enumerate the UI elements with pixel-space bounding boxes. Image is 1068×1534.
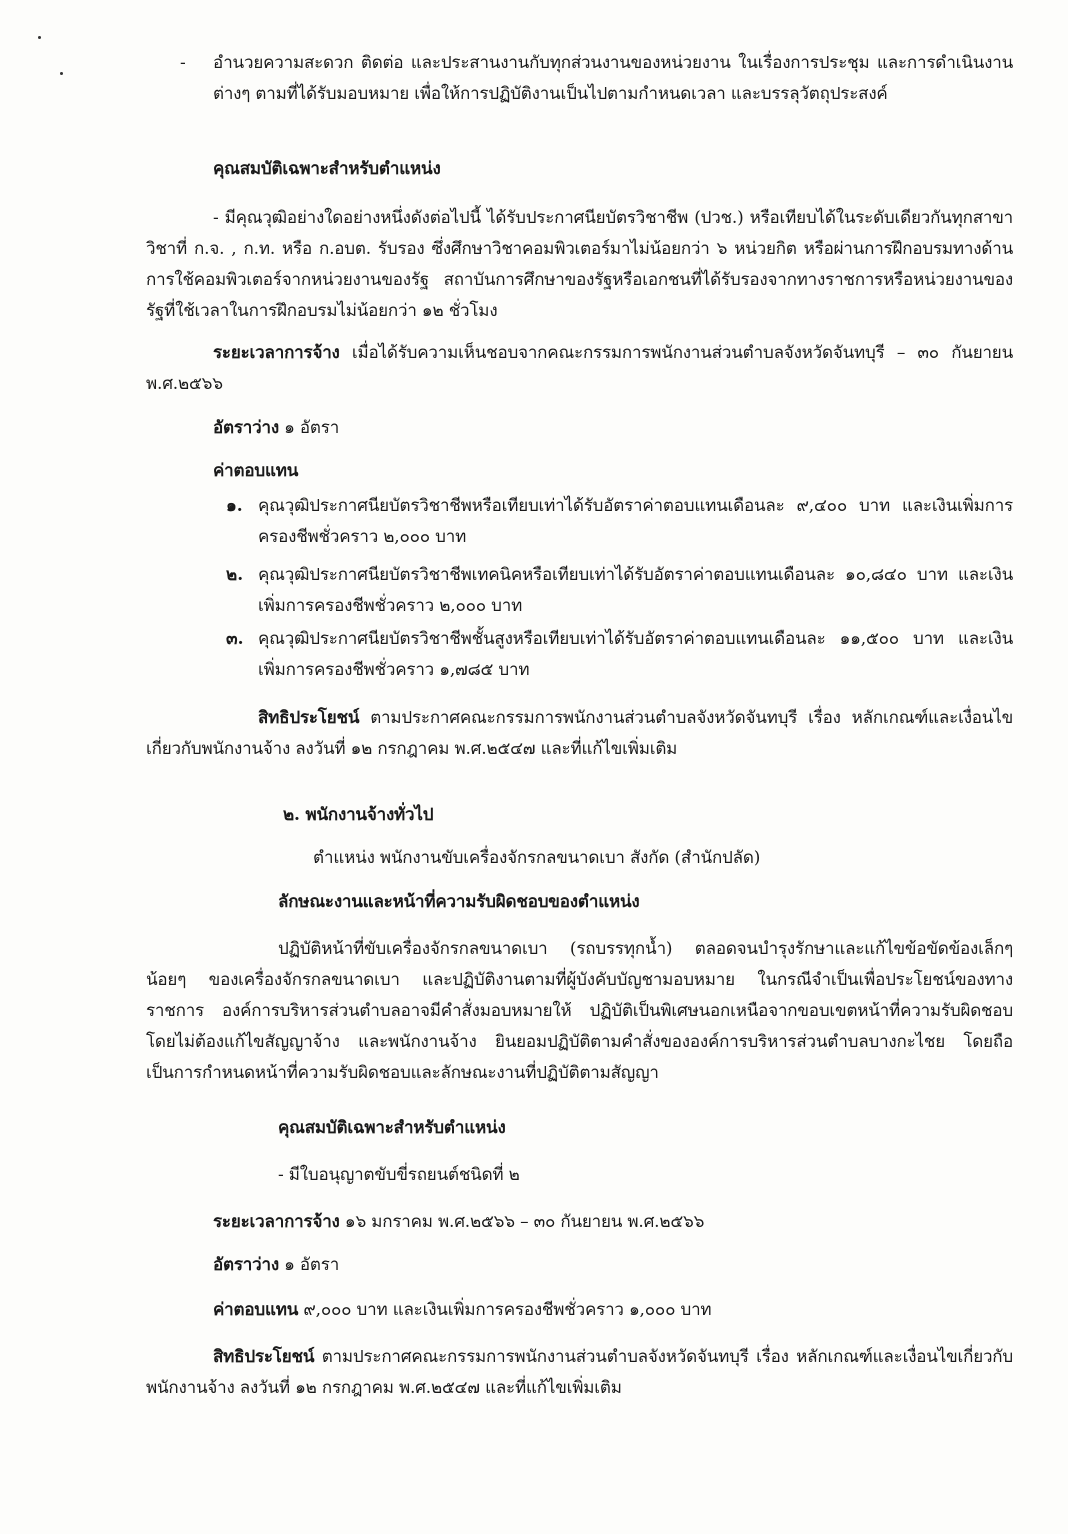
section2-rights xyxy=(146,1342,1013,1404)
vacancy-label: อัตราว่าง xyxy=(213,1255,279,1275)
comp-item-text: คุณวุฒิประกาศนียบัตรวิชาชีพชั้นสูงหรือเทียบเท่าได้รับอัตราค่าตอบแทนเดือนละ ๑๑,๕๐๐ บาท และเงินเพิ่มการครองชีพชั่วคราว ๑,๗๘๕ บาท xyxy=(258,629,1013,680)
section1-qual-text: - มีคุณวุฒิอย่างใดอย่างหนึ่งดังต่อไปนี้ ได้รับประกาศนียบัตรวิชาชีพ (ปวช.) หรือเทียบได้ในระดับเดียวกันทุกสาขาวิชาที่ ก.จ. , ก.ท. หรือ ก.อบต. รับรอง ซึ่งศึกษาวิชาคอมพิวเตอร์มาไม่น้อยกว่า ๖ หน่วยกิต หรือผ่านการฝึกอบรมทางด้านการใช้คอมพิวเตอร์จากหน่วยงานของรัฐ สถาบันการศึกษาของรัฐหรือเอกชนที่ได้รับรองจากทางราชการหรือหน่วยงานของรัฐที่ใช้เวลาในการฝึกอบรมไม่น้อยกว่า ๑๒ ชั่วโมง xyxy=(146,208,1013,321)
comp-item-number: ๓. xyxy=(226,629,244,649)
section2-vacancy xyxy=(213,1250,339,1281)
period-label: ระยะเวลาการจ้าง xyxy=(213,1212,340,1232)
section2-compensation xyxy=(213,1295,711,1326)
section2-duty-text: ปฏิบัติหน้าที่ขับเครื่องจักรกลขนาดเบา (รถบรรทุกน้ำ) ตลอดจนบำรุงรักษาและแก้ไขข้อขัดข้องเล็กๆ น้อยๆ ของเครื่องจักรกลขนาดเบา และปฏิบัติงานตามที่ผู้บังคับบัญชามอบหมาย ในกรณีจำเป็นเพื่อประโยชน์ของทางราชการ องค์การบริหารส่วนตำบลอาจมีคำสั่งมอบหมายให้ ปฏิบัติเป็นพิเศษนอกเหนือจากขอบเขตหน้าที่ความรับผิดชอบ โดยไม่ต้องแก้ไขสัญญาจ้าง และพนักงานจ้าง ยินยอมปฏิบัติตามคำสั่งขององค์การบริหารส่วนตำบลบางกะไชย โดยถือเป็นการกำหนดหน้าที่ความรับผิดชอบและลักษณะงานที่ปฏิบัติตามสัญญา xyxy=(146,939,1013,1083)
comp-item-number: ๒. xyxy=(226,565,244,585)
section2-position: ตำแหน่ง พนักงานขับเครื่องจักรกลขนาดเบา สังกัด (สำนักปลัด) xyxy=(313,848,761,868)
section2-duty-heading: ลักษณะงานและหน้าที่ความรับผิดชอบของตำแหน่ง xyxy=(278,892,640,912)
comp-label: ค่าตอบแทน xyxy=(213,1300,299,1320)
section2-qual-text: - มีใบอนุญาตขับขี่รถยนต์ชนิดที่ ๒ xyxy=(278,1165,520,1185)
vacancy-text: ๑ อัตรา xyxy=(278,1255,340,1275)
period-text: เมื่อได้รับความเห็นชอบจากคณะกรรมการพนักงานส่วนตำบลจังหวัดจันทบุรี – ๓๐ กันยายน พ.ศ.๒๕๖๖ xyxy=(146,343,1013,394)
scan-speck xyxy=(38,36,41,39)
section2-heading: ๒. พนักงานจ้างทั่วไป xyxy=(283,805,434,825)
period-text: ๑๖ มกราคม พ.ศ.๒๕๖๖ – ๓๐ กันยายน พ.ศ.๒๕๖๖ xyxy=(339,1212,705,1232)
rights-text: ตามประกาศคณะกรรมการพนักงานส่วนตำบลจังหวัดจันทบุรี เรื่อง หลักเกณฑ์และเงื่อนไขเกี่ยวกับพนักงานจ้าง ลงวันที่ ๑๒ กรกฎาคม พ.ศ.๒๕๔๗ และที่แก้ไขเพิ่มเติม xyxy=(146,1347,1013,1398)
comp-item-text: คุณวุฒิประกาศนียบัตรวิชาชีพเทคนิคหรือเทียบเท่าได้รับอัตราค่าตอบแทนเดือนละ ๑๐,๘๔๐ บาท และเงินเพิ่มการครองชีพชั่วคราว ๒,๐๐๐ บาท xyxy=(258,565,1013,616)
rights-label: สิทธิประโยชน์ xyxy=(213,1347,315,1367)
comp-text: ๙,๐๐๐ บาท และเงินเพิ่มการครองชีพชั่วคราว ๑,๐๐๐ บาท xyxy=(298,1300,712,1320)
section1-qual-heading: คุณสมบัติเฉพาะสำหรับตำแหน่ง xyxy=(213,159,441,179)
section1-employment-period xyxy=(146,338,1013,400)
bullet-dash: - xyxy=(180,53,186,73)
section2-qual-heading: คุณสมบัติเฉพาะสำหรับตำแหน่ง xyxy=(278,1118,506,1138)
section1-vacancy xyxy=(213,413,339,444)
vacancy-label: อัตราว่าง xyxy=(213,418,279,438)
rights-text: ตามประกาศคณะกรรมการพนักงานส่วนตำบลจังหวัดจันทบุรี เรื่อง หลักเกณฑ์และเงื่อนไขเกี่ยวกับพนักงานจ้าง ลงวันที่ ๑๒ กรกฎาคม พ.ศ.๒๕๔๗ และที่แก้ไขเพิ่มเติม xyxy=(146,708,1013,759)
comp-item-text: คุณวุฒิประกาศนียบัตรวิชาชีพหรือเทียบเท่าได้รับอัตราค่าตอบแทนเดือนละ ๙,๔๐๐ บาท และเงินเพิ่มการครองชีพชั่วคราว ๒,๐๐๐ บาท xyxy=(258,496,1013,547)
bullet-text: อำนวยความสะดวก ติดต่อ และประสานงานกับทุกส่วนงานของหน่วยงาน ในเรื่องการประชุม และการดำเนินงานต่างๆ ตามที่ได้รับมอบหมาย เพื่อให้การปฏิบัติงานเป็นไปตามกำหนดเวลา และบรรลุวัตถุประสงค์ xyxy=(213,53,1013,104)
section1-rights xyxy=(146,703,1013,765)
section2-employment-period xyxy=(213,1207,704,1238)
section1-comp-heading: ค่าตอบแทน xyxy=(213,461,299,481)
rights-label: สิทธิประโยชน์ xyxy=(258,708,360,728)
scan-speck xyxy=(60,72,63,75)
period-label: ระยะเวลาการจ้าง xyxy=(213,343,340,363)
vacancy-text: ๑ อัตรา xyxy=(278,418,340,438)
comp-item-number: ๑. xyxy=(226,496,243,516)
